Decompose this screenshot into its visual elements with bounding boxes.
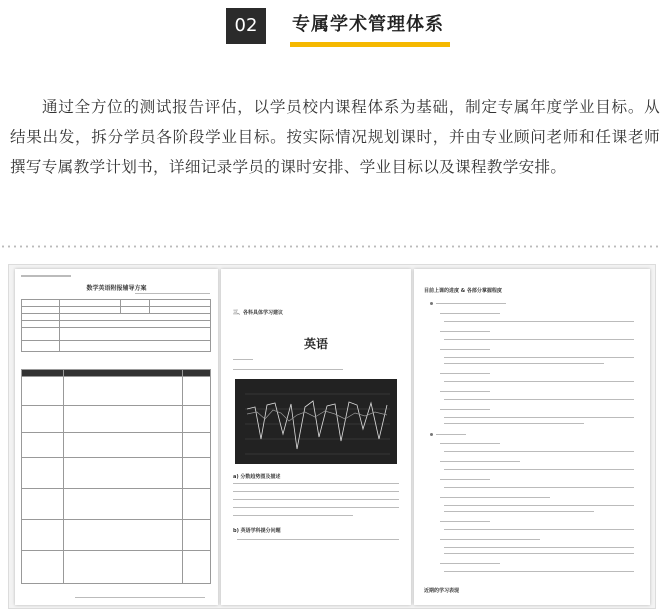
text-line	[440, 497, 550, 498]
text-line	[444, 381, 634, 382]
text-line	[237, 539, 399, 540]
text-line	[444, 511, 594, 512]
advice-heading: 三、各科具体学习建议	[233, 310, 284, 316]
text-line	[436, 303, 506, 304]
text-line	[444, 547, 634, 548]
section-title: 专属学术管理体系	[292, 14, 444, 35]
problems-subheading: b) 英语学科提分问题	[233, 528, 281, 534]
section-header	[0, 0, 662, 60]
subject-title: 英语	[303, 337, 328, 351]
page-header-line	[21, 275, 71, 277]
text-line	[444, 357, 634, 358]
student-info-table	[21, 299, 211, 352]
performance-heading: 近期的学习表现	[424, 588, 460, 594]
course-plan-table	[21, 369, 211, 584]
text-line	[444, 469, 634, 470]
bullet	[430, 302, 433, 305]
text-line	[233, 515, 353, 516]
score-trend-chart	[235, 379, 397, 464]
text-line	[440, 443, 500, 444]
preview-page-progress	[414, 269, 650, 605]
text-line	[440, 391, 490, 392]
text-line	[444, 451, 634, 452]
title-underline	[290, 42, 450, 47]
text-line	[233, 507, 399, 508]
meta-line	[135, 293, 210, 294]
bullet	[430, 433, 433, 436]
text-line	[444, 571, 634, 572]
text-line	[440, 331, 490, 332]
text-line	[444, 399, 634, 400]
text-line	[444, 321, 634, 322]
footer-line	[75, 597, 205, 598]
dotted-divider	[0, 245, 662, 248]
text-line	[233, 359, 253, 360]
text-line	[440, 461, 520, 462]
text-line	[440, 373, 490, 374]
text-line	[444, 529, 634, 530]
text-line	[440, 563, 500, 564]
text-line	[440, 409, 490, 410]
preview-page-plan	[15, 269, 218, 605]
text-line	[233, 499, 399, 500]
progress-heading: 目前上课的进度 & 各部分掌握程度	[424, 288, 502, 294]
text-line	[233, 369, 343, 370]
text-line	[444, 417, 634, 418]
plan-title: 数学英语附报辅导方案	[86, 285, 147, 292]
document-preview-image	[8, 264, 656, 609]
text-line	[444, 423, 584, 424]
text-line	[444, 553, 634, 554]
text-line	[233, 491, 399, 492]
text-line	[440, 521, 490, 522]
text-line	[440, 313, 500, 314]
text-line	[444, 339, 634, 340]
text-line	[444, 505, 634, 506]
text-line	[440, 349, 490, 350]
preview-page-english	[221, 269, 411, 605]
text-line	[444, 487, 634, 488]
section-number-badge: 02	[226, 8, 266, 44]
text-line	[233, 483, 399, 484]
trend-subheading: a) 分数趋势图及描述	[233, 474, 281, 480]
text-line	[444, 363, 604, 364]
intro-paragraph: 通过全方位的测试报告评估，以学员校内课程体系为基础，制定专属年度学业目标。从结果出发，拆分学员各阶段学业目标。按实际情况规划课时，并由专业顾问老师和任课老师撰写专属教学计划书，详细记录学员的课时安排、学业目标以及课程教学安排。	[10, 98, 660, 176]
text-line	[440, 539, 540, 540]
text-line	[440, 479, 490, 480]
text-line	[436, 434, 466, 435]
